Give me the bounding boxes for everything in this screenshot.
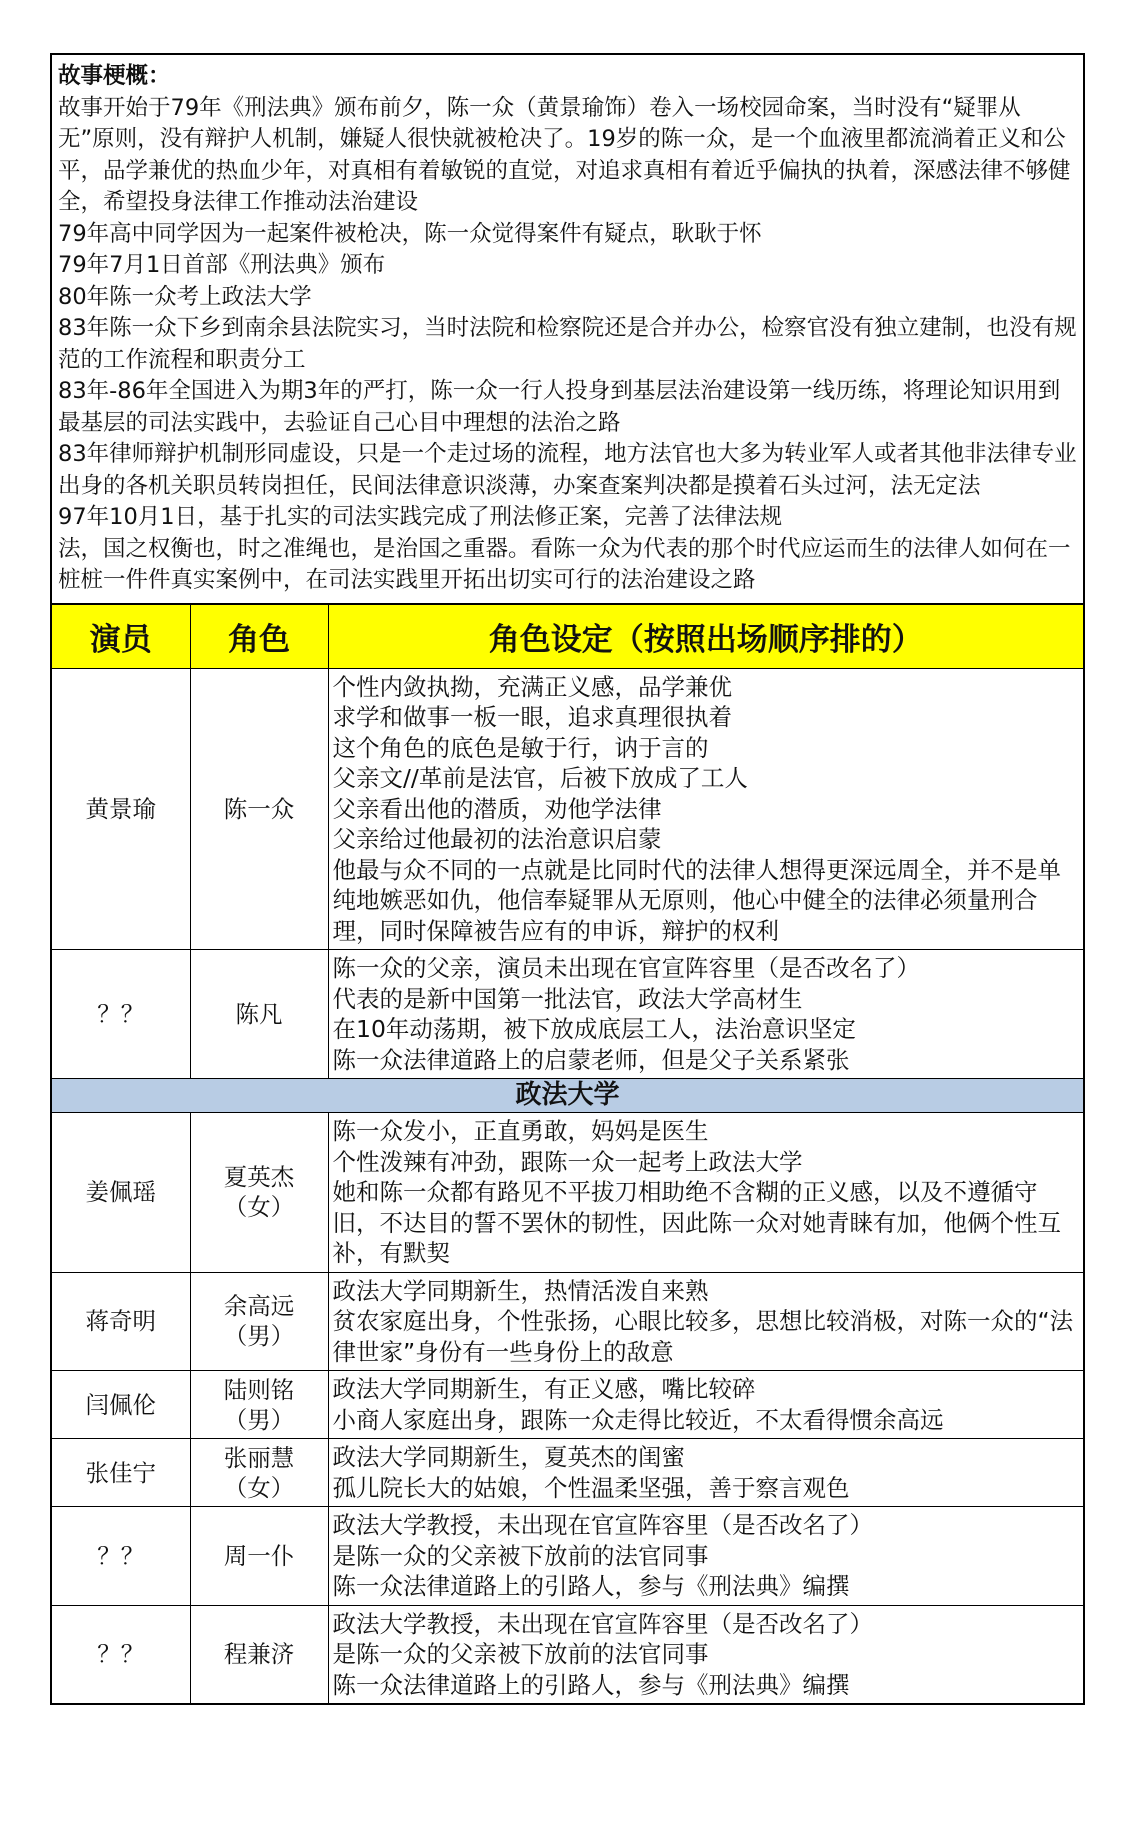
description-line: 这个角色的底色是敏于行，讷于言的	[332, 733, 709, 762]
table-row	[52, 1113, 1083, 1273]
role-name: 夏英杰	[223, 1163, 295, 1192]
description-line: 她和陈一众都有路见不平拔刀相助绝不含糊的正义感，以及不遵循守旧，不达目的誓不罢休的韧性，因此陈一众对她青睐有加，他俩个性互补，有默契	[332, 1178, 1061, 1267]
table-row	[52, 1605, 1083, 1703]
role-gender-note: （男）	[223, 1405, 295, 1434]
role-cell	[190, 668, 328, 950]
synopsis-line: 79年高中同学因为一起案件被枪决，陈一众觉得案件有疑点，耿耿于怀	[58, 220, 762, 247]
table-header-row	[52, 605, 1083, 669]
actor-cell: 张佳宁	[52, 1439, 190, 1507]
synopsis-title: 故事梗概：	[58, 63, 171, 89]
synopsis-line: 法，国之权衡也，时之准绳也，是治国之重器。看陈一众为代表的那个时代应运而生的法律人如何在一桩桩一件件真实案例中，在司法实践里开拓出切实可行的法治建设之路	[58, 535, 1071, 593]
description-line: 求学和做事一板一眼，追求真理很执着	[332, 703, 732, 731]
role-gender-note: （男）	[223, 1322, 295, 1351]
description-line: 他最与众不同的一点就是比同时代的法律人想得更深远周全，并不是单纯地嫉恶如仇，他信奉疑罪从无原则，他心中健全的法律必须量刑合理，同时保障被告应有的申诉，辩护的权利	[332, 855, 1061, 945]
synopsis-line: 83年陈一众下乡到南余县法院实习，当时法院和检察院还是合并办公，检察官没有独立建制，也没有规范的工作流程和职责分工	[58, 315, 1077, 373]
description-line: 父亲文//革前是法官，后被下放成了工人	[332, 764, 748, 792]
role-gender-note: （女）	[223, 1193, 295, 1222]
document-sheet	[50, 53, 1085, 1705]
role-description-cell	[328, 1371, 1083, 1439]
description-line: 陈一众的父亲，演员未出现在官宣阵容里（是否改名了）	[332, 954, 920, 982]
synopsis-block	[52, 55, 1083, 605]
actor-cell: 姜佩瑶	[52, 1113, 190, 1273]
table-row	[52, 1439, 1083, 1507]
role-description-cell	[328, 668, 1083, 950]
description-line: 陈一众法律道路上的引路人，参与《刑法典》编撰	[332, 1572, 850, 1600]
table-row	[52, 1272, 1083, 1371]
role-gender-note: （女）	[223, 1473, 295, 1502]
description-line: 是陈一众的父亲被下放前的法官同事	[332, 1541, 709, 1570]
description-line: 是陈一众的父亲被下放前的法官同事	[332, 1640, 709, 1668]
role-name: 陈一众	[223, 794, 295, 823]
description-line: 个性泼辣有冲劲，跟陈一众一起考上政法大学	[332, 1147, 803, 1176]
header-actor: 演员	[52, 605, 190, 669]
description-line: 政法大学同期新生，夏英杰的闺蜜	[332, 1443, 685, 1471]
role-cell	[190, 1272, 328, 1371]
description-line: 政法大学同期新生，有正义感，嘴比较碎	[332, 1375, 756, 1403]
table-row	[52, 1371, 1083, 1439]
table-body	[52, 668, 1083, 1703]
role-cell	[190, 950, 328, 1079]
synopsis-line: 83年律师辩护机制形同虚设，只是一个走过场的流程，地方法官也大多为转业军人或者其他非法律专业出身的各机关职员转岗担任，民间法律意识淡薄，办案查案判决都是摸着石头过河，法无定法	[58, 441, 1077, 499]
description-line: 陈一众发小，正直勇敢，妈妈是医生	[332, 1117, 709, 1145]
synopsis-lines	[58, 93, 1077, 597]
header-role: 角色	[190, 605, 328, 669]
description-line: 父亲给过他最初的法治意识启蒙	[332, 825, 662, 853]
role-description-cell	[328, 1507, 1083, 1606]
description-line: 父亲看出他的潜质，劝他学法律	[332, 794, 662, 823]
synopsis-line: 79年7月1日首部《刑法典》颁布	[58, 252, 386, 278]
role-cell	[190, 1507, 328, 1606]
table-row	[52, 668, 1083, 950]
table-row	[52, 950, 1083, 1079]
synopsis-line: 80年陈一众考上政法大学	[58, 283, 312, 310]
role-name: 陆则铭	[223, 1375, 295, 1404]
role-cell	[190, 1371, 328, 1439]
role-cell	[190, 1113, 328, 1273]
description-line: 代表的是新中国第一批法官，政法大学高材生	[332, 984, 803, 1013]
description-line: 在10年动荡期，被下放成底层工人，法治意识坚定	[332, 1015, 856, 1043]
role-cell	[190, 1605, 328, 1703]
synopsis-line: 83年-86年全国进入为期3年的严打，陈一众一行人投身到基层法治建设第一线历练，将理论知识用到最基层的司法实践中，去验证自己心目中理想的法治之路	[58, 378, 1061, 436]
role-description-cell	[328, 1113, 1083, 1273]
description-line: 贫农家庭出身，个性张扬，心眼比较多，思想比较消极，对陈一众的“法律世家”身份有一些身份上的敌意	[332, 1307, 1074, 1366]
description-line: 政法大学教授，未出现在官宣阵容里（是否改名了）	[332, 1511, 873, 1539]
actor-cell: ？？	[52, 1507, 190, 1606]
section-row	[52, 1079, 1083, 1113]
role-description-cell	[328, 1272, 1083, 1371]
role-name: 程兼济	[223, 1640, 295, 1669]
role-description-cell	[328, 950, 1083, 1079]
actor-cell: 蒋奇明	[52, 1272, 190, 1371]
actor-cell: ？？	[52, 1605, 190, 1703]
table-row	[52, 1507, 1083, 1606]
description-line: 政法大学同期新生，热情活泼自来熟	[332, 1276, 709, 1305]
actor-cell: 闫佩伦	[52, 1371, 190, 1439]
role-description-cell	[328, 1439, 1083, 1507]
synopsis-line: 97年10月1日，基于扎实的司法实践完成了刑法修正案，完善了法律法规	[58, 504, 783, 530]
synopsis-line: 故事开始于79年《刑法典》颁布前夕，陈一众（黄景瑜饰）卷入一场校园命案，当时没有“疑罪从无”原则，没有辩护人机制，嫌疑人很快就被枪决了。19岁的陈一众，是一个血液里都流淌着正义和公平，品学兼优的热血少年，对真相有着敏锐的直觉，对追求真相有着近乎偏执的执着，深感法律不够健全，希望投身法律工作推动法治建设	[58, 94, 1071, 215]
description-line: 孤儿院长大的姑娘，个性温柔坚强，善于察言观色	[332, 1473, 850, 1502]
role-name: 余高远	[223, 1292, 295, 1321]
actor-cell: 黄景瑜	[52, 668, 190, 950]
description-line: 个性内敛执拗，充满正义感，品学兼优	[332, 672, 732, 701]
description-line: 陈一众法律道路上的引路人，参与《刑法典》编撰	[332, 1670, 850, 1699]
role-name: 周一仆	[223, 1541, 295, 1570]
actor-cell: ？？	[52, 950, 190, 1079]
role-description-cell	[328, 1605, 1083, 1703]
role-name: 张丽慧	[223, 1443, 295, 1472]
description-line: 政法大学教授，未出现在官宣阵容里（是否改名了）	[332, 1609, 873, 1638]
cast-table	[52, 605, 1083, 1704]
description-line: 小商人家庭出身，跟陈一众走得比较近，不太看得惯余高远	[332, 1405, 944, 1434]
header-role-setting: 角色设定（按照出场顺序排的）	[328, 605, 1083, 669]
role-cell	[190, 1439, 328, 1507]
description-line: 陈一众法律道路上的启蒙老师，但是父子关系紧张	[332, 1045, 850, 1074]
section-label: 政法大学	[52, 1079, 1083, 1113]
role-name: 陈凡	[235, 1000, 283, 1028]
